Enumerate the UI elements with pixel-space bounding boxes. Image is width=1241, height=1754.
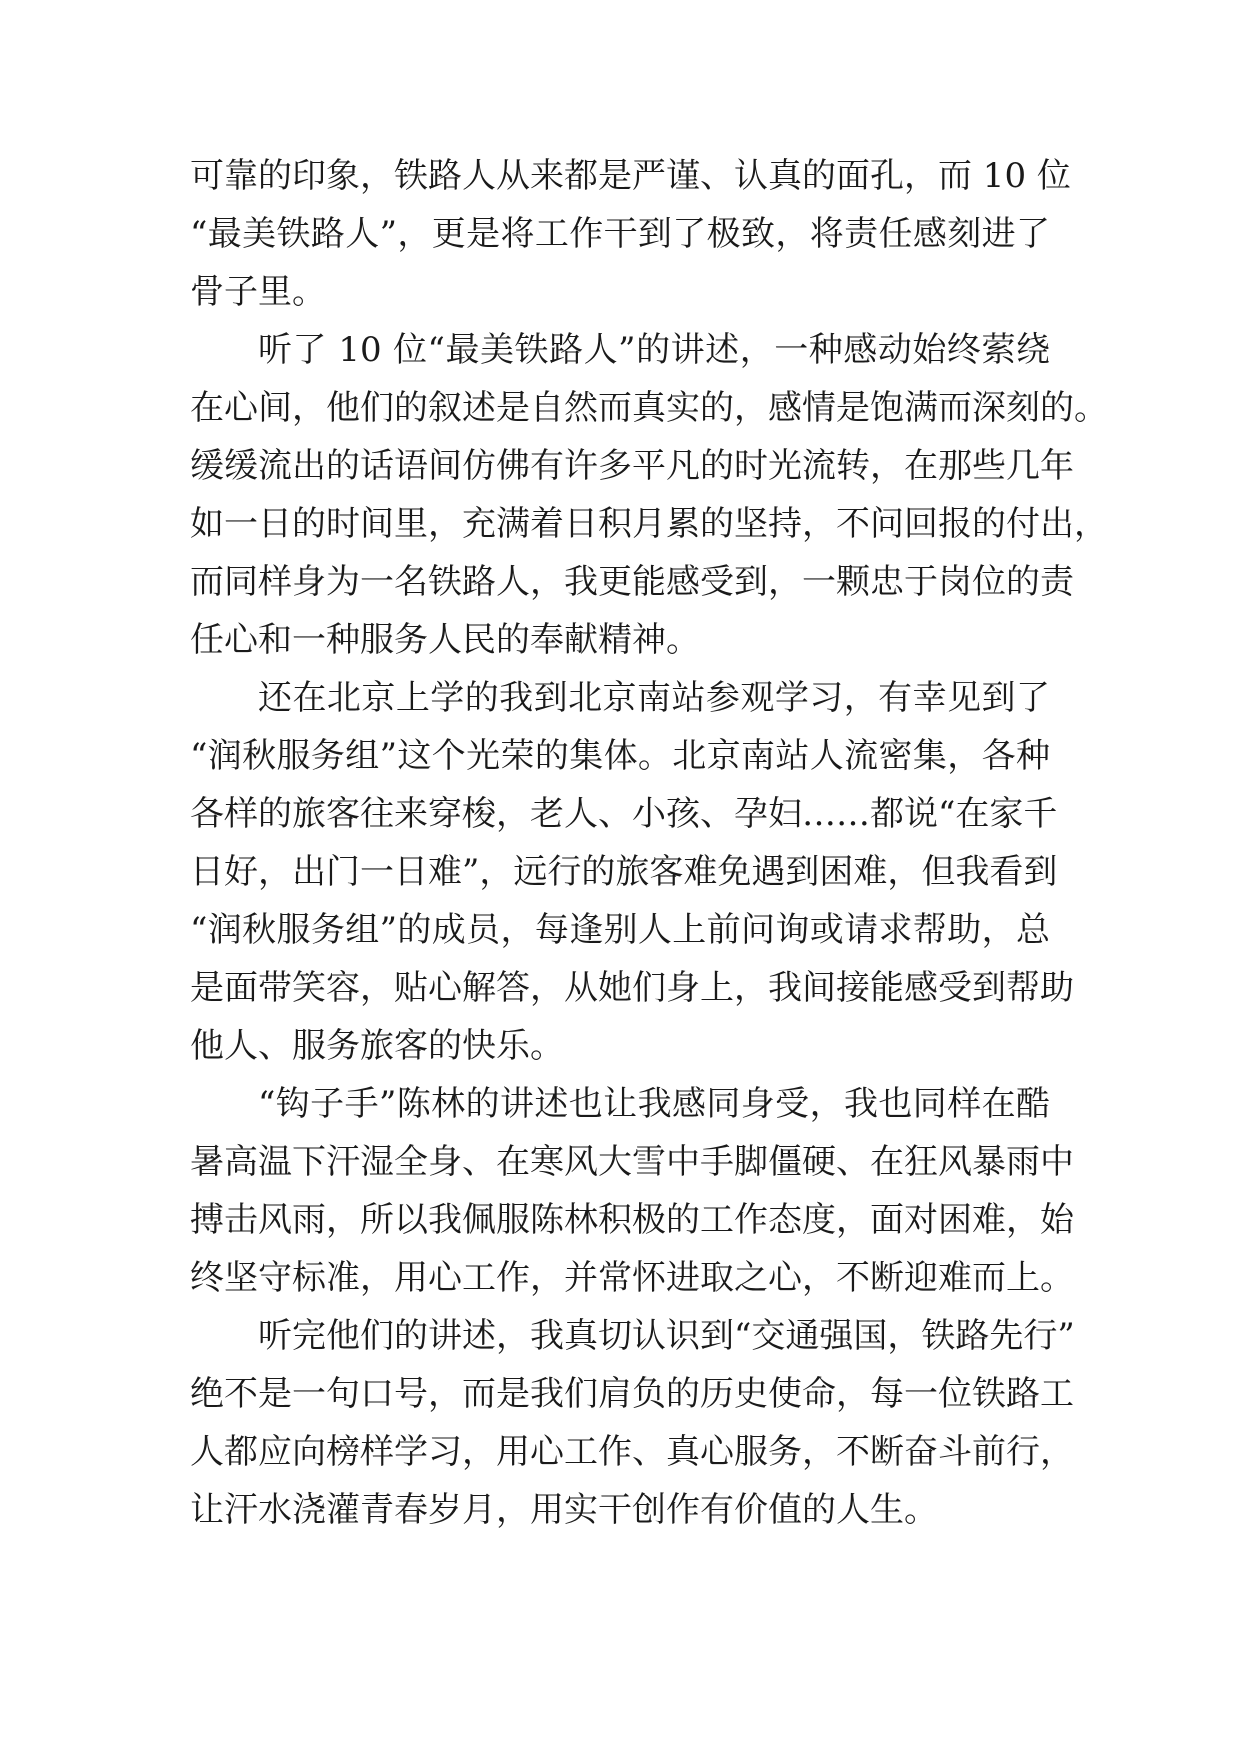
paragraph-1 (190, 147, 1071, 321)
text-line: 人都应向榜样学习，用心工作、真心服务，不断奋斗前行， (190, 1432, 1074, 1472)
text-line: 可靠的印象，铁路人从来都是严谨、认真的面孔，而 10 位 (190, 156, 1071, 196)
text-line: 听完他们的讲述，我真切认识到“交通强国，铁路先行” (258, 1316, 1075, 1356)
text-line: “最美铁路人”，更是将工作干到了极致，将责任感刻进了 (190, 214, 1050, 254)
text-line: 任心和一种服务人民的奉献精神。 (190, 620, 700, 660)
text-line: 各样的旅客往来穿梭，老人、小孩、孕妇……都说“在家千 (190, 794, 1058, 834)
text-line: 骨子里。 (190, 272, 326, 312)
paragraph-5 (190, 1307, 1075, 1539)
text-line: “润秋服务组”这个光荣的集体。北京南站人流密集，各种 (190, 736, 1050, 776)
text-line: 听了 10 位“最美铁路人”的讲述，一种感动始终萦绕 (258, 330, 1050, 370)
paragraph-4 (190, 1075, 1074, 1307)
text-line: 还在北京上学的我到北京南站参观学习，有幸见到了 (258, 678, 1050, 718)
text-line: 暑高温下汗湿全身、在寒风大雪中手脚僵硬、在狂风暴雨中 (190, 1142, 1074, 1182)
text-line: 缓缓流出的话语间仿佛有许多平凡的时光流转，在那些几年 (190, 446, 1074, 486)
text-line: 他人、服务旅客的快乐。 (190, 1026, 564, 1066)
text-line: 日好，出门一日难”，远行的旅客难免遇到困难，但我看到 (190, 852, 1058, 892)
text-line: “钩子手”陈林的讲述也让我感同身受，我也同样在酷 (258, 1084, 1050, 1124)
text-line: 绝不是一句口号，而是我们肩负的历史使命，每一位铁路工 (190, 1374, 1074, 1414)
text-line: 搏击风雨，所以我佩服陈林积极的工作态度，面对困难，始 (190, 1200, 1074, 1240)
text-line: 而同样身为一名铁路人，我更能感受到，一颗忠于岗位的责 (190, 562, 1074, 602)
text-line: 是面带笑容，贴心解答，从她们身上，我间接能感受到帮助 (190, 968, 1074, 1008)
text-line: 让汗水浇灌青春岁月，用实干创作有价值的人生。 (190, 1490, 938, 1530)
text-line: 终坚守标准，用心工作，并常怀进取之心，不断迎难而上。 (190, 1258, 1074, 1298)
text-line: “润秋服务组”的成员，每逢别人上前问询或请求帮助，总 (190, 910, 1050, 950)
body-text (190, 147, 1108, 1539)
paragraph-2 (190, 321, 1108, 669)
paragraph-3 (190, 669, 1074, 1075)
text-line: 在心间，他们的叙述是自然而真实的，感情是饱满而深刻的。 (190, 388, 1108, 428)
text-line: 如一日的时间里，充满着日积月累的坚持，不问回报的付出， (190, 504, 1108, 544)
